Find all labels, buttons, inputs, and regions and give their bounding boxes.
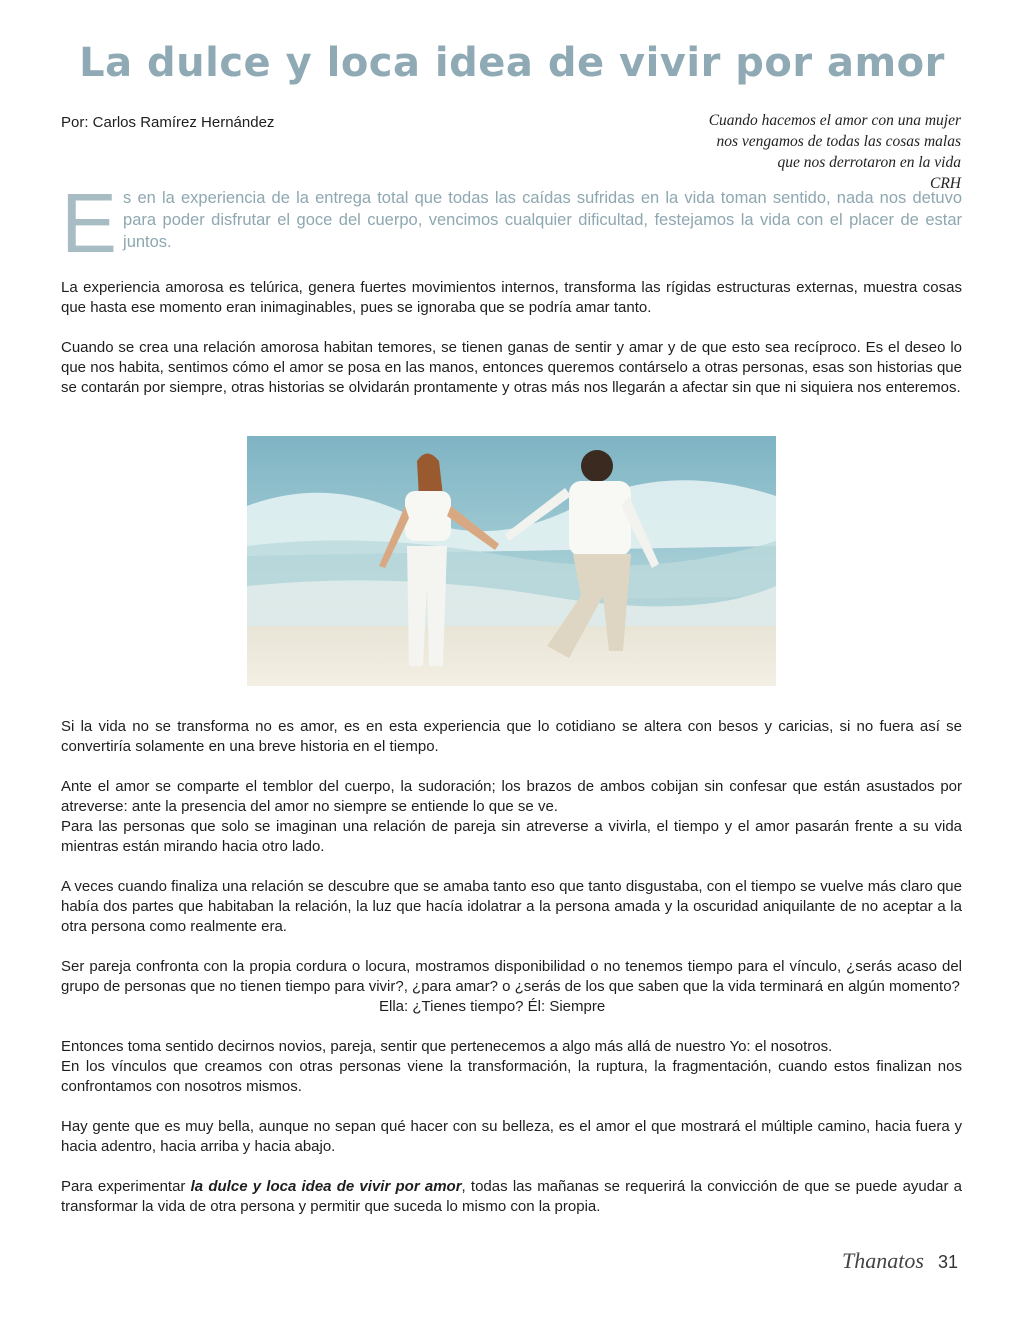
- epigraph-author: CRH: [930, 175, 961, 192]
- epigraph: [709, 110, 961, 194]
- paragraph: Para las personas que solo se imaginan una relación de pareja sin atreverse a vivirla, el tiempo y el amor pasarán frente a su vida mientras están mirando hacia otro lado.: [61, 818, 962, 855]
- byline: Por: Carlos Ramírez Hernández: [61, 114, 275, 131]
- closing-paragraph: [61, 1177, 962, 1217]
- epigraph-line: que nos derrotaron en la vida: [777, 154, 961, 171]
- paragraph: Cuando se crea una relación amorosa habitan temores, se tienen ganas de sentir y amar y de que esto sea recíproco. Es el deseo lo que nos habita, sentimos cómo el amor se posa en las manos, entonces queremos contárselo a otras personas, esas son historias que se contarán por siempre, otras historias se olvidarán prontamente y otras más nos llegarán a afectar sin que ni siquiera nos enteremos.: [61, 339, 962, 396]
- article-title: La dulce y loca idea de vivir por amor: [79, 40, 945, 86]
- paragraph: La experiencia amorosa es telúrica, genera fuertes movimientos internos, transforma las rígidas estructuras externas, muestra cosas que hasta ese momento eran inimaginables, pues se ignoraba que se podría amar tanto.: [61, 279, 962, 316]
- paragraph: Hay gente que es muy bella, aunque no sepan qué hacer con su belleza, es el amor el que mostrará el múltiple camino, hacia fuera y hacia adentro, hacia arriba y hacia abajo.: [61, 1118, 962, 1155]
- epigraph-line: nos vengamos de todas las cosas malas: [716, 133, 961, 150]
- page-footer: [842, 1248, 958, 1274]
- dialogue-line: Ella: ¿Tienes tiempo? Él: Siempre: [379, 998, 606, 1015]
- page-number: 31: [937, 1252, 958, 1272]
- magazine-name: Thanatos: [842, 1248, 924, 1273]
- paragraph: Ser pareja confronta con la propia cordura o locura, mostramos disponibilidad o no tenemos tiempo para el vínculo, ¿serás acaso del grupo de personas que no tienen tiempo para vivir?, ¿para amar? o ¿serás de los que saben que la vida terminará en algún momento?: [61, 958, 962, 995]
- lead-text: s en la experiencia de la entrega total que todas las caídas sufridas en la vida toman sentido, nada nos detuvo para poder disfrutar el goce del cuerpo, vencimos cualquier dificultad, festejamos la vida con el placer de estar juntos.: [123, 189, 962, 251]
- paragraph: A veces cuando finaliza una relación se descubre que se amaba tanto eso que tanto disgustaba, con el tiempo se vuelve más claro que había dos partes que habitaban la relación, la luz que hacía idolatrar a la persona amada y la oscuridad aniquilante de no aceptar a la otra persona como realmente era.: [61, 878, 962, 935]
- closing-text-end: , todas las mañanas se requerirá la convicción de que se puede ayudar a transformar la vida de otra persona y permitir que suceda lo mismo con la propia.: [61, 1178, 962, 1215]
- paragraph: Entonces toma sentido decirnos novios, pareja, sentir que pertenecemos a algo más allá de nuestro Yo: el nosotros.: [61, 1038, 833, 1055]
- drop-cap: E: [61, 176, 118, 270]
- closing-text-start: Para experimentar: [61, 1178, 191, 1195]
- paragraph: Ante el amor se comparte el temblor del cuerpo, la sudoración; los brazos de ambos cobijan sin confesar que están asustados por atreverse: ante la presencia del amor no siempre se entiende lo que se ve.: [61, 778, 962, 815]
- paragraph: En los vínculos que creamos con otras personas viene la transformación, la ruptura, la fragmentación, cuando estos finalizan nos confrontamos con nosotros mismos.: [61, 1058, 962, 1095]
- body-top: [61, 278, 962, 418]
- closing-emphasis: la dulce y loca idea de vivir por amor: [190, 1178, 462, 1195]
- beach-couple-photo: [247, 436, 776, 686]
- paragraph: Si la vida no se transforma no es amor, es en esta experiencia que lo cotidiano se altera con besos y caricias, si no fuera así se convertiría solamente en una breve historia en el tiempo.: [61, 718, 962, 755]
- epigraph-line: Cuando hacemos el amor con una mujer: [708, 112, 961, 129]
- body-bottom: [61, 717, 962, 1237]
